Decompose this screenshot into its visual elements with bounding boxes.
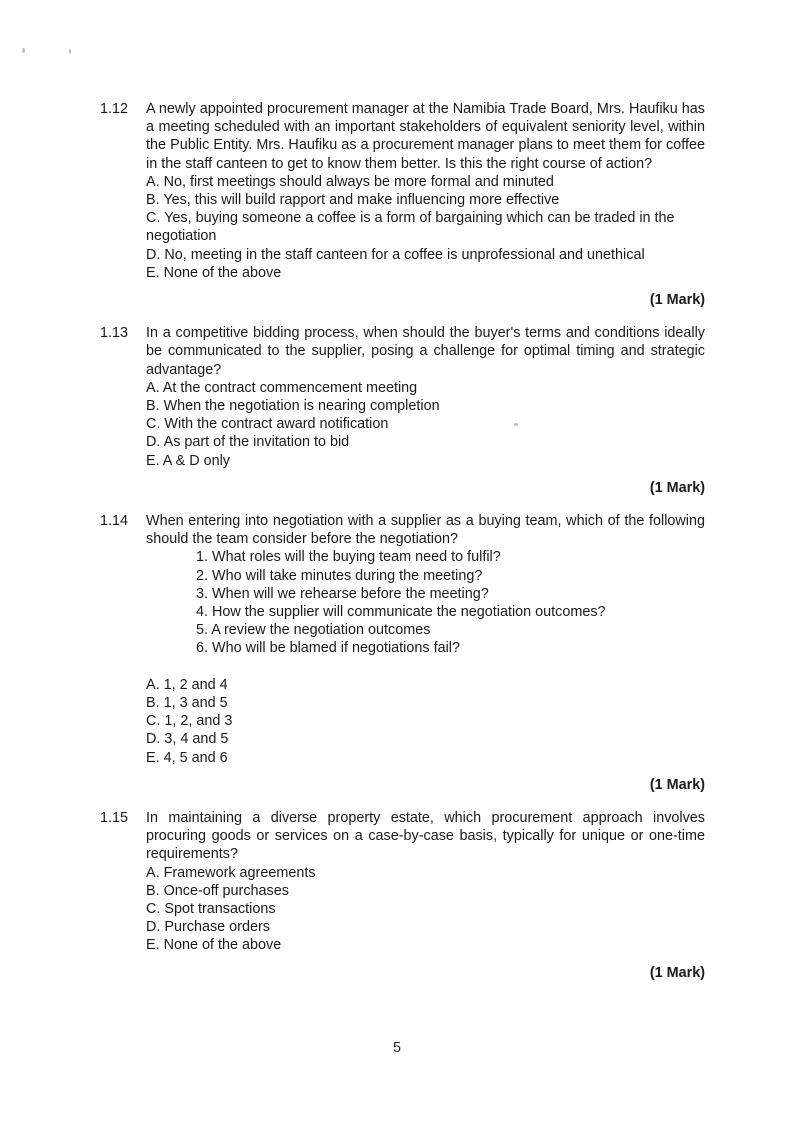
consideration-item-4: 4. How the supplier will communicate the negotiation outcomes? <box>196 604 606 621</box>
scan-speck <box>69 49 71 54</box>
consideration-item-2: 2. Who will take minutes during the meeting? <box>196 567 483 584</box>
answer-option-e: E. A & D only <box>146 452 230 469</box>
question-body <box>146 809 705 955</box>
consideration-list <box>146 548 705 657</box>
question-body <box>146 324 705 470</box>
answer-option-a: A. Framework agreements <box>146 864 316 881</box>
question-body <box>146 100 705 282</box>
consideration-item-6: 6. Who will be blamed if negotiations fail? <box>196 640 460 657</box>
mark-label: (1 Mark) <box>649 479 705 496</box>
question-number: 1.14 <box>100 513 129 530</box>
scan-speck <box>22 48 25 53</box>
answer-option-d: D. 3, 4 and 5 <box>146 731 229 748</box>
answer-option-b: B. Once-off purchases <box>146 882 289 899</box>
consideration-item-5: 5. A review the negotiation outcomes <box>196 622 431 639</box>
consideration-item-3: 3. When will we rehearse before the meeting? <box>196 585 489 602</box>
page-number: 5 <box>392 1040 401 1056</box>
answer-option-a: A. No, first meetings should always be more formal and minuted <box>146 173 554 190</box>
question-text: In a competitive bidding process, when should the buyer's terms and conditions ideally be communicated to the supplier, posing a challenge for optimal timing and strategic advantage? <box>146 325 705 378</box>
question-body <box>146 512 705 767</box>
answer-option-e: E. 4, 5 and 6 <box>146 749 228 766</box>
answer-option-c: C. Yes, buying someone a coffee is a form of bargaining which can be traded in the negotiation <box>146 210 675 245</box>
question-list <box>100 100 705 997</box>
question-text: When entering into negotiation with a supplier as a buying team, which of the following should the team consider before the negotiation? <box>146 513 705 548</box>
mark-label: (1 Mark) <box>649 964 705 981</box>
answer-option-e: E. None of the above <box>146 264 282 281</box>
question-1-13 <box>100 324 705 470</box>
answer-option-b: B. Yes, this will build rapport and make influencing more effective <box>146 192 560 209</box>
question-number: 1.12 <box>100 101 129 117</box>
answer-options <box>146 676 705 767</box>
question-1-15 <box>100 809 705 955</box>
answer-option-e: E. None of the above <box>146 937 282 954</box>
answer-option-c: C. With the contract award notification <box>146 416 389 433</box>
answer-option-b: B. 1, 3 and 5 <box>146 694 228 711</box>
question-number: 1.13 <box>100 325 129 342</box>
answer-option-a: A. 1, 2 and 4 <box>146 676 228 693</box>
answer-option-d: D. As part of the invitation to bid <box>146 434 350 451</box>
mark-label: (1 Mark) <box>649 292 705 309</box>
question-1-14 <box>100 512 705 767</box>
consideration-item-1: 1. What roles will the buying team need to fulfil? <box>196 549 501 566</box>
mark-label: (1 Mark) <box>649 776 705 793</box>
question-text: A newly appointed procurement manager at the Namibia Trade Board, Mrs. Haufiku has a meeting scheduled with an important stakeholders of equivalent seniority level, within the Public Entity. Mrs. Haufiku as a procurement manager plans to meet them for coffee in the staff canteen to get to know them better. Is this the right course of action? <box>146 101 705 172</box>
answer-option-d: D. No, meeting in the staff canteen for a coffee is unprofessional and unethical <box>146 246 645 263</box>
answer-option-c: C. 1, 2, and 3 <box>146 713 233 730</box>
answer-option-a: A. At the contract commencement meeting <box>146 379 418 396</box>
answer-option-c: C. Spot transactions <box>146 900 276 917</box>
question-number: 1.15 <box>100 809 129 826</box>
question-1-12 <box>100 100 705 282</box>
answer-option-b: B. When the negotiation is nearing completion <box>146 398 440 415</box>
question-text: In maintaining a diverse property estate, which procurement approach involves procuring goods or services on a case-by-case basis, typically for unique or one-time requirements? <box>146 809 705 863</box>
answer-option-d: D. Purchase orders <box>146 919 270 936</box>
